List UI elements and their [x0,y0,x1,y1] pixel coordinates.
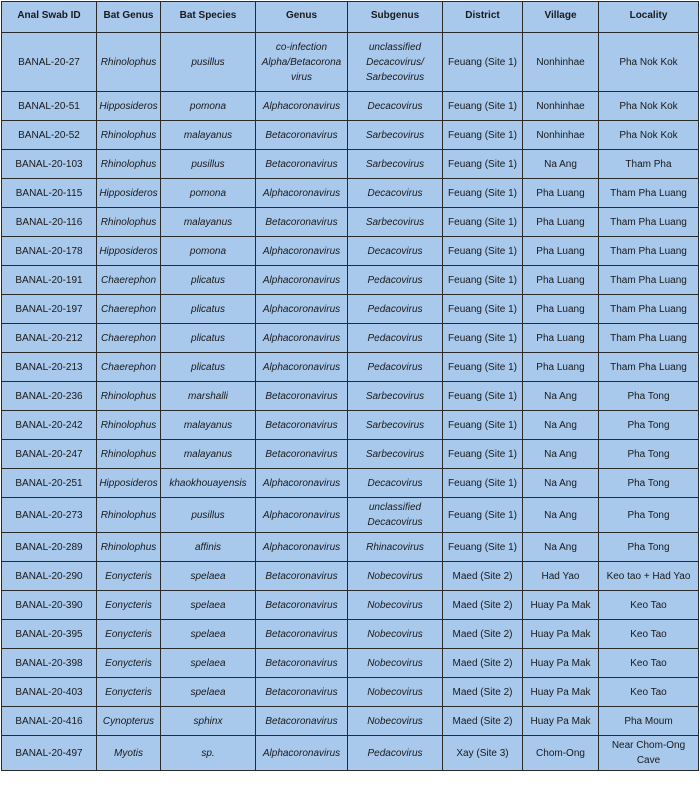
locality-cell: Keo Tao [599,591,699,620]
bat-species-cell: spelaea [161,591,256,620]
bat-genus-cell: Chaerephon [97,266,161,295]
bat-genus-cell: Rhinolophus [97,382,161,411]
locality-cell: Keo Tao [599,678,699,707]
virus-genus-cell: Betacoronavirus [256,208,348,237]
swab-id-cell: BANAL-20-191 [2,266,97,295]
bat-species-cell: plicatus [161,266,256,295]
virus-genus-cell: Alphacoronavirus [256,533,348,562]
swab-id-cell: BANAL-20-247 [2,440,97,469]
village-cell: Pha Luang [523,353,599,382]
bat-species-cell: spelaea [161,678,256,707]
swab-id-cell: BANAL-20-289 [2,533,97,562]
district-cell: Feuang (Site 1) [443,208,523,237]
swab-id-cell: BANAL-20-27 [2,33,97,92]
locality-cell: Pha Tong [599,498,699,533]
swab-id-cell: BANAL-20-497 [2,736,97,771]
swab-id-cell: BANAL-20-212 [2,324,97,353]
village-cell: Na Ang [523,382,599,411]
locality-cell: Keo tao + Had Yao [599,562,699,591]
bat-species-cell: malayanus [161,411,256,440]
bat-species-cell: malayanus [161,121,256,150]
district-cell: Feuang (Site 1) [443,440,523,469]
village-cell: Na Ang [523,533,599,562]
swab-id-cell: BANAL-20-390 [2,591,97,620]
district-cell: Feuang (Site 1) [443,179,523,208]
bat-genus-cell: Rhinolophus [97,533,161,562]
bat-species-cell: pusillus [161,150,256,179]
bat-genus-cell: Hipposideros [97,237,161,266]
village-cell: Nonhinhae [523,92,599,121]
virus-genus-cell: Betacoronavirus [256,562,348,591]
district-cell: Feuang (Site 1) [443,121,523,150]
table-row [2,533,699,562]
district-cell: Feuang (Site 1) [443,92,523,121]
village-cell: Pha Luang [523,266,599,295]
bat-species-cell: pomona [161,179,256,208]
village-cell: Nonhinhae [523,33,599,92]
virus-genus-cell: Betacoronavirus [256,121,348,150]
virus-subgenus-cell: Sarbecovirus [348,440,443,469]
virus-genus-cell: Alphacoronavirus [256,498,348,533]
village-cell: Chom-Ong [523,736,599,771]
virus-genus-cell: co-infection Alpha/Betacorona virus [256,33,348,92]
bat-species-cell: pomona [161,92,256,121]
header-bat-genus: Bat Genus [97,2,161,33]
locality-cell: Pha Tong [599,411,699,440]
locality-cell: Pha Moum [599,707,699,736]
virus-genus-cell: Betacoronavirus [256,440,348,469]
virus-subgenus-cell: Nobecovirus [348,562,443,591]
bat-genus-cell: Rhinolophus [97,498,161,533]
district-cell: Maed (Site 2) [443,562,523,591]
virus-genus-cell: Alphacoronavirus [256,469,348,498]
swab-id-cell: BANAL-20-416 [2,707,97,736]
table-row [2,591,699,620]
locality-cell: Pha Nok Kok [599,121,699,150]
bat-species-cell: marshalli [161,382,256,411]
virus-genus-cell: Alphacoronavirus [256,353,348,382]
bat-species-cell: plicatus [161,324,256,353]
bat-species-cell: spelaea [161,620,256,649]
table-row [2,498,699,533]
bat-genus-cell: Cynopterus [97,707,161,736]
bat-species-cell: pusillus [161,498,256,533]
swab-id-cell: BANAL-20-242 [2,411,97,440]
virus-genus-cell: Alphacoronavirus [256,736,348,771]
village-cell: Huay Pa Mak [523,620,599,649]
district-cell: Feuang (Site 1) [443,533,523,562]
bat-species-cell: khaokhouayensis [161,469,256,498]
virus-subgenus-cell: Pedacovirus [348,324,443,353]
village-cell: Na Ang [523,411,599,440]
virus-subgenus-cell: unclassified Decacovirus [348,498,443,533]
locality-cell: Tham Pha Luang [599,353,699,382]
bat-species-cell: sp. [161,736,256,771]
village-cell: Na Ang [523,440,599,469]
table-row [2,411,699,440]
virus-genus-cell: Alphacoronavirus [256,324,348,353]
locality-cell: Tham Pha Luang [599,324,699,353]
district-cell: Feuang (Site 1) [443,382,523,411]
locality-cell: Tham Pha Luang [599,266,699,295]
swab-id-cell: BANAL-20-290 [2,562,97,591]
bat-species-cell: pusillus [161,33,256,92]
district-cell: Feuang (Site 1) [443,353,523,382]
header-anal-swab-id: Anal Swab ID [2,2,97,33]
table-row [2,121,699,150]
swab-id-cell: BANAL-20-273 [2,498,97,533]
district-cell: Feuang (Site 1) [443,411,523,440]
district-cell: Feuang (Site 1) [443,469,523,498]
virus-genus-cell: Betacoronavirus [256,707,348,736]
locality-cell: Tham Pha Luang [599,295,699,324]
district-cell: Maed (Site 2) [443,649,523,678]
swab-id-cell: BANAL-20-116 [2,208,97,237]
district-cell: Maed (Site 2) [443,591,523,620]
virus-subgenus-cell: Nobecovirus [348,649,443,678]
virus-subgenus-cell: Sarbecovirus [348,411,443,440]
district-cell: Feuang (Site 1) [443,150,523,179]
swab-id-cell: BANAL-20-115 [2,179,97,208]
swab-id-cell: BANAL-20-52 [2,121,97,150]
locality-cell: Pha Tong [599,533,699,562]
village-cell: Na Ang [523,150,599,179]
bat-genus-cell: Rhinolophus [97,440,161,469]
locality-cell: Pha Nok Kok [599,33,699,92]
virus-genus-cell: Betacoronavirus [256,382,348,411]
district-cell: Maed (Site 2) [443,678,523,707]
district-cell: Maed (Site 2) [443,707,523,736]
bat-species-cell: plicatus [161,295,256,324]
bat-genus-cell: Hipposideros [97,92,161,121]
locality-cell: Keo Tao [599,649,699,678]
table-row [2,353,699,382]
swab-id-cell: BANAL-20-103 [2,150,97,179]
bat-species-cell: plicatus [161,353,256,382]
district-cell: Xay (Site 3) [443,736,523,771]
district-cell: Feuang (Site 1) [443,33,523,92]
swab-id-cell: BANAL-20-51 [2,92,97,121]
virus-subgenus-cell: Rhinacovirus [348,533,443,562]
bat-species-cell: sphinx [161,707,256,736]
locality-cell: Tham Pha Luang [599,179,699,208]
locality-cell: Tham Pha Luang [599,237,699,266]
district-cell: Feuang (Site 1) [443,498,523,533]
bat-species-cell: malayanus [161,208,256,237]
table-row [2,208,699,237]
swab-id-cell: BANAL-20-178 [2,237,97,266]
virus-genus-cell: Alphacoronavirus [256,237,348,266]
bat-genus-cell: Rhinolophus [97,121,161,150]
village-cell: Pha Luang [523,179,599,208]
table-row [2,678,699,707]
table-row [2,382,699,411]
locality-cell: Keo Tao [599,620,699,649]
virus-subgenus-cell: Nobecovirus [348,591,443,620]
virus-subgenus-cell: Nobecovirus [348,678,443,707]
village-cell: Huay Pa Mak [523,649,599,678]
locality-cell: Pha Tong [599,440,699,469]
virus-subgenus-cell: Sarbecovirus [348,150,443,179]
header-bat-species: Bat Species [161,2,256,33]
header-subgenus: Subgenus [348,2,443,33]
virus-subgenus-cell: Sarbecovirus [348,121,443,150]
table-row [2,237,699,266]
bat-genus-cell: Eonycteris [97,591,161,620]
swab-id-cell: BANAL-20-395 [2,620,97,649]
coronavirus-sample-table [1,1,699,771]
virus-subgenus-cell: Pedacovirus [348,736,443,771]
virus-subgenus-cell: Pedacovirus [348,353,443,382]
swab-id-cell: BANAL-20-403 [2,678,97,707]
bat-genus-cell: Chaerephon [97,324,161,353]
bat-species-cell: affinis [161,533,256,562]
virus-genus-cell: Betacoronavirus [256,150,348,179]
district-cell: Maed (Site 2) [443,620,523,649]
bat-genus-cell: Eonycteris [97,620,161,649]
district-cell: Feuang (Site 1) [443,324,523,353]
table-row [2,33,699,92]
village-cell: Nonhinhae [523,121,599,150]
village-cell: Had Yao [523,562,599,591]
table-row [2,266,699,295]
bat-genus-cell: Chaerephon [97,353,161,382]
bat-species-cell: spelaea [161,562,256,591]
locality-cell: Pha Tong [599,469,699,498]
virus-subgenus-cell: Decacovirus [348,469,443,498]
virus-genus-cell: Alphacoronavirus [256,92,348,121]
virus-subgenus-cell: Decacovirus [348,179,443,208]
village-cell: Pha Luang [523,295,599,324]
virus-subgenus-cell: Sarbecovirus [348,382,443,411]
table-row [2,179,699,208]
header-genus: Genus [256,2,348,33]
virus-genus-cell: Betacoronavirus [256,411,348,440]
locality-cell: Near Chom-Ong Cave [599,736,699,771]
bat-genus-cell: Hipposideros [97,469,161,498]
village-cell: Na Ang [523,469,599,498]
header-village: Village [523,2,599,33]
bat-genus-cell: Rhinolophus [97,411,161,440]
virus-subgenus-cell: Nobecovirus [348,620,443,649]
bat-genus-cell: Eonycteris [97,678,161,707]
virus-genus-cell: Betacoronavirus [256,678,348,707]
locality-cell: Pha Tong [599,382,699,411]
header-locality: Locality [599,2,699,33]
locality-cell: Tham Pha [599,150,699,179]
virus-subgenus-cell: Pedacovirus [348,266,443,295]
header-district: District [443,2,523,33]
district-cell: Feuang (Site 1) [443,295,523,324]
bat-species-cell: pomona [161,237,256,266]
table-row [2,736,699,771]
swab-id-cell: BANAL-20-398 [2,649,97,678]
virus-genus-cell: Betacoronavirus [256,620,348,649]
table-body [2,33,699,771]
virus-subgenus-cell: Pedacovirus [348,295,443,324]
table-row [2,469,699,498]
virus-subgenus-cell: Sarbecovirus [348,208,443,237]
district-cell: Feuang (Site 1) [443,237,523,266]
virus-subgenus-cell: unclassified Decacovirus/ Sarbecovirus [348,33,443,92]
bat-genus-cell: Rhinolophus [97,33,161,92]
bat-genus-cell: Hipposideros [97,179,161,208]
swab-id-cell: BANAL-20-213 [2,353,97,382]
header-row [2,2,699,33]
bat-genus-cell: Myotis [97,736,161,771]
virus-genus-cell: Alphacoronavirus [256,179,348,208]
table-row [2,649,699,678]
table-row [2,150,699,179]
village-cell: Huay Pa Mak [523,678,599,707]
bat-species-cell: spelaea [161,649,256,678]
virus-subgenus-cell: Decacovirus [348,237,443,266]
village-cell: Huay Pa Mak [523,591,599,620]
virus-subgenus-cell: Decacovirus [348,92,443,121]
table-row [2,295,699,324]
table-row [2,92,699,121]
virus-genus-cell: Betacoronavirus [256,649,348,678]
virus-subgenus-cell: Nobecovirus [348,707,443,736]
virus-genus-cell: Alphacoronavirus [256,295,348,324]
village-cell: Pha Luang [523,237,599,266]
village-cell: Pha Luang [523,324,599,353]
virus-genus-cell: Betacoronavirus [256,591,348,620]
locality-cell: Pha Nok Kok [599,92,699,121]
district-cell: Feuang (Site 1) [443,266,523,295]
bat-genus-cell: Eonycteris [97,649,161,678]
bat-genus-cell: Chaerephon [97,295,161,324]
village-cell: Huay Pa Mak [523,707,599,736]
table-row [2,707,699,736]
swab-id-cell: BANAL-20-236 [2,382,97,411]
swab-id-cell: BANAL-20-197 [2,295,97,324]
table-row [2,562,699,591]
bat-genus-cell: Rhinolophus [97,150,161,179]
table-row [2,324,699,353]
village-cell: Na Ang [523,498,599,533]
swab-id-cell: BANAL-20-251 [2,469,97,498]
table-row [2,620,699,649]
virus-genus-cell: Alphacoronavirus [256,266,348,295]
bat-genus-cell: Eonycteris [97,562,161,591]
table-row [2,440,699,469]
village-cell: Pha Luang [523,208,599,237]
locality-cell: Tham Pha Luang [599,208,699,237]
bat-species-cell: malayanus [161,440,256,469]
bat-genus-cell: Rhinolophus [97,208,161,237]
